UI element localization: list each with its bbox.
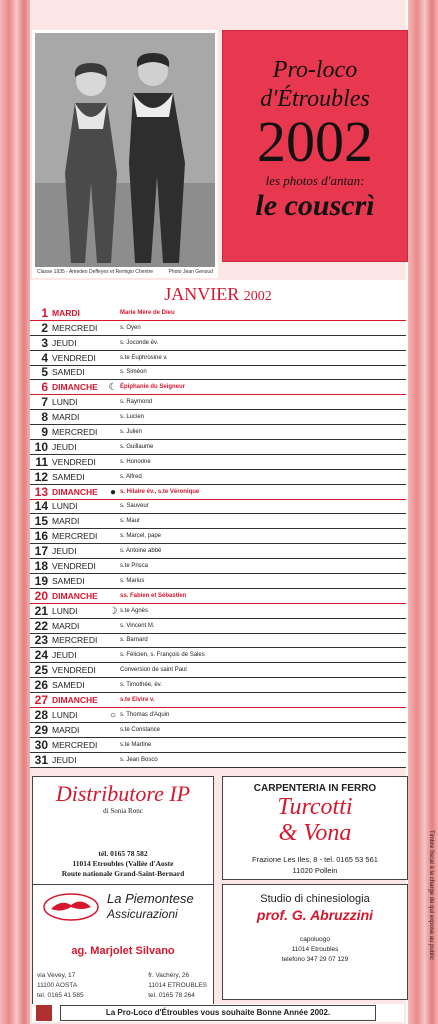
studio-name: prof. G. Abruzzini: [256, 907, 374, 923]
day-number: 4: [41, 350, 48, 365]
saint-name: s.te Constance: [120, 726, 161, 733]
ad-distributore-ip: [32, 776, 214, 894]
day-row: [30, 440, 406, 455]
title-year: 2002: [257, 109, 373, 174]
day-number: 6: [41, 380, 48, 395]
saint-name: s.te Martine: [120, 741, 152, 748]
ip-title: Distributore IP: [55, 781, 191, 806]
piemontese-name: La Piemontese: [107, 891, 194, 906]
day-name: LUNDI: [52, 397, 78, 408]
day-number: 31: [34, 752, 48, 767]
saint-name: s. Thomas d'Aquin: [120, 711, 170, 718]
day-row: [30, 693, 406, 708]
day-name: VENDREDI: [52, 456, 96, 467]
carpenteria-name-2: & Vona: [278, 820, 352, 846]
day-name: MERCREDI: [52, 635, 98, 646]
day-row: [30, 529, 406, 544]
studio-address: [223, 935, 407, 965]
day-row: [30, 708, 406, 723]
photo-credit: Photo Jean Genoud: [168, 269, 213, 275]
day-name: MARDI: [52, 516, 80, 527]
day-row: [30, 425, 406, 440]
day-row: [30, 663, 406, 678]
day-row: [30, 544, 406, 559]
studio-a1: capoluogo: [300, 936, 330, 943]
carp-addr-1: Frazione Les Iles, 8 - tel. 0165 53 561: [252, 855, 378, 864]
day-row: [30, 574, 406, 589]
day-row: [30, 723, 406, 738]
day-row: [30, 455, 406, 470]
carpenteria-name-1: Turcotti: [277, 794, 353, 820]
day-name: DIMANCHE: [52, 486, 98, 497]
saint-name: Épiphanie du Seigneur: [120, 384, 186, 391]
saint-name: s. Sauveur: [120, 503, 149, 510]
ip-owner: di Sonia Ronc: [103, 807, 143, 815]
day-name: MARDI: [52, 307, 80, 318]
studio-heading: Studio di chinesiologia: [260, 893, 370, 905]
saint-name: s.te Elvire v.: [120, 697, 155, 704]
day-row: [30, 589, 406, 604]
day-row: [30, 604, 406, 619]
day-list: [30, 306, 406, 768]
studio-a3: telefono 347 29 07 129: [281, 956, 349, 963]
moon-phase-icon: ☽: [108, 605, 118, 617]
saint-name: s. Timothée, év.: [120, 682, 162, 689]
moon-phase-icon: ●: [109, 486, 117, 498]
footer: [32, 1004, 404, 1022]
day-number: 25: [34, 663, 48, 678]
saint-name: s. Julien: [120, 429, 143, 436]
day-number: 24: [34, 648, 48, 663]
studio-a2: 11014 Etroubles: [291, 946, 339, 953]
day-number: 18: [34, 559, 48, 574]
day-name: JEUDI: [52, 754, 77, 765]
day-number: 27: [34, 693, 48, 708]
day-name: MERCREDI: [52, 531, 98, 542]
title-subtitle: les photos d'antan:: [265, 173, 365, 188]
vertical-note: [424, 830, 436, 1010]
day-row: [30, 485, 406, 500]
day-number: 15: [34, 514, 48, 529]
piem-b1: fr. Vachéry, 26: [148, 972, 190, 979]
title-couscri: le couscrì: [255, 189, 375, 222]
two-men-photo-icon: [35, 33, 215, 267]
carp-addr-2: 11020 Pollein: [292, 866, 338, 875]
day-row: [30, 380, 406, 395]
piemontese-aosta: [37, 971, 84, 1001]
photo-caption-text: Classe 1935 - Amedeo Deffeyes et Remigio Chentre: [37, 269, 154, 275]
day-row: [30, 366, 406, 381]
day-number: 1: [41, 305, 48, 320]
day-name: LUNDI: [52, 501, 78, 512]
day-row: [30, 321, 406, 336]
carpenteria-address: [223, 854, 407, 876]
photo-caption: [35, 267, 215, 275]
day-row: [30, 648, 406, 663]
day-name: JEUDI: [52, 650, 77, 661]
day-number: 23: [34, 633, 48, 648]
saint-name: s. Siméon: [120, 369, 147, 376]
proloco-crest-icon: [36, 1005, 52, 1021]
piem-b3: tel. 0165 78 264: [148, 992, 195, 999]
day-number: 8: [41, 410, 48, 425]
day-name: MARDI: [52, 724, 80, 735]
day-row: [30, 410, 406, 425]
ad-studio-chinesiologia: [222, 884, 408, 1000]
day-name: DIMANCHE: [52, 382, 98, 393]
day-name: LUNDI: [52, 709, 78, 720]
day-number: 28: [34, 707, 48, 722]
day-number: 3: [41, 335, 48, 350]
saint-name: s. Guillaume: [120, 443, 154, 450]
day-row: [30, 470, 406, 485]
piem-a1: via Vevey, 17: [37, 972, 76, 979]
saint-name: s. Jean Bosco: [120, 756, 158, 763]
left-decorative-band: [0, 0, 30, 1024]
saint-name: s. Félicien, s. François de Sales: [120, 652, 205, 659]
piem-a3: tel. 0165 41 585: [37, 992, 84, 999]
day-number: 11: [35, 454, 48, 469]
ip-addr-2: Route nationale Grand-Saint-Bernard: [61, 869, 185, 878]
day-number: 17: [34, 544, 48, 559]
day-name: SAMEDI: [52, 471, 85, 482]
day-name: JEUDI: [52, 441, 77, 452]
day-number: 22: [34, 618, 48, 633]
day-row: [30, 351, 406, 366]
ad-carpenteria: [222, 776, 408, 880]
ads-area: [30, 772, 406, 1024]
saint-name: s.te Euphrosine v.: [120, 354, 168, 361]
day-name: MERCREDI: [52, 427, 98, 438]
day-row: [30, 514, 406, 529]
saint-name: s. Lucien: [120, 414, 145, 421]
saint-name: s. Hilaire év., s.te Véronique: [120, 488, 200, 495]
day-number: 12: [34, 469, 48, 484]
day-name: DIMANCHE: [52, 695, 98, 706]
day-number: 10: [34, 439, 48, 454]
day-name: DIMANCHE: [52, 590, 98, 601]
saint-name: s. Barnard: [120, 637, 148, 644]
saint-name: ss. Fabien et Sébastien: [120, 592, 187, 599]
day-name: VENDREDI: [52, 665, 96, 676]
historic-photo: [35, 33, 215, 267]
day-row: [30, 559, 406, 574]
day-name: MERCREDI: [52, 322, 98, 333]
day-number: 5: [41, 365, 48, 380]
day-name: VENDREDI: [52, 561, 96, 572]
day-row: [30, 678, 406, 693]
piemontese-logo-icon: [43, 893, 99, 921]
footer-greeting: La Pro-Loco d'Étroubles vous souhaite Bonne Année 2002.: [60, 1005, 376, 1021]
moon-phase-icon: ☾: [108, 382, 118, 394]
day-row: [30, 500, 406, 515]
saint-name: s. Antoine abbé: [120, 548, 162, 555]
piemontese-sub: Assicurazioni: [107, 907, 178, 921]
saint-name: s. Alfred: [120, 473, 142, 480]
saint-name: s. Raymond: [120, 399, 153, 406]
saint-name: s. Vincent M.: [120, 622, 155, 629]
saint-name: s. Joconde év.: [120, 339, 159, 346]
month-heading: [30, 280, 406, 308]
day-name: JEUDI: [52, 337, 77, 348]
saint-name: s. Marius: [120, 577, 145, 584]
moon-phase-icon: ○: [109, 709, 117, 721]
day-number: 19: [34, 573, 48, 588]
vertical-note-text: Timbre fiscal à la charge de qui expose au public: [428, 830, 434, 960]
saint-name: Marie Mère de Dieu: [120, 309, 175, 316]
day-number: 26: [34, 678, 48, 693]
piemontese-etroubles: [148, 971, 207, 1001]
saint-name: s. Maur: [120, 518, 141, 525]
day-name: MERCREDI: [52, 739, 98, 750]
day-name: MARDI: [52, 620, 80, 631]
month-year: 2002: [243, 289, 272, 304]
day-name: SAMEDI: [52, 575, 85, 586]
day-row: [30, 306, 406, 321]
day-row: [30, 753, 406, 768]
day-row: [30, 619, 406, 634]
ip-tel: tél. 0165 78 582: [98, 849, 148, 858]
carpenteria-heading: CARPENTERIA IN FERRO: [253, 783, 377, 794]
saint-name: s. Honorine: [120, 458, 151, 465]
day-number: 13: [34, 484, 48, 499]
photo-frame: [32, 30, 218, 278]
day-number: 7: [41, 395, 48, 410]
day-name: LUNDI: [52, 605, 78, 616]
ip-address: [33, 849, 213, 879]
piemontese-agent: ag. Marjolet Silvano: [71, 945, 175, 957]
day-name: SAMEDI: [52, 680, 85, 691]
saint-name: s.te Agnès: [120, 607, 149, 614]
day-number: 2: [41, 320, 48, 335]
day-name: SAMEDI: [52, 367, 85, 378]
day-number: 20: [34, 588, 48, 603]
month-name: JANVIER: [164, 284, 240, 304]
day-number: 14: [34, 499, 48, 514]
day-name: JEUDI: [52, 546, 77, 557]
day-number: 9: [41, 425, 48, 440]
day-number: 21: [34, 603, 48, 618]
saint-name: s. Oyen: [120, 324, 141, 331]
title-line-2: d'Étroubles: [260, 86, 370, 112]
day-number: 30: [34, 737, 48, 752]
ad-la-piemontese: [32, 884, 214, 1014]
day-row: [30, 738, 406, 753]
saint-name: s. Marcel, pape: [120, 533, 162, 540]
day-number: 29: [34, 722, 48, 737]
day-row: [30, 336, 406, 351]
day-row: [30, 395, 406, 410]
day-name: MARDI: [52, 412, 80, 423]
saint-name: Conversion de saint Paul: [120, 667, 187, 674]
day-row: [30, 634, 406, 649]
calendar-sheet: [30, 0, 406, 1024]
day-number: 16: [34, 529, 48, 544]
day-name: VENDREDI: [52, 352, 96, 363]
piem-b2: 11014 ETROUBLES: [148, 982, 207, 989]
ip-addr-1: 11014 Etroubles (Vallée d'Aoste: [72, 859, 174, 868]
saint-name: s.te Prisca: [120, 563, 149, 570]
title-line-1: Pro-loco: [272, 57, 358, 83]
piem-a2: 11100 AOSTA: [37, 982, 78, 989]
title-box: [222, 30, 408, 262]
